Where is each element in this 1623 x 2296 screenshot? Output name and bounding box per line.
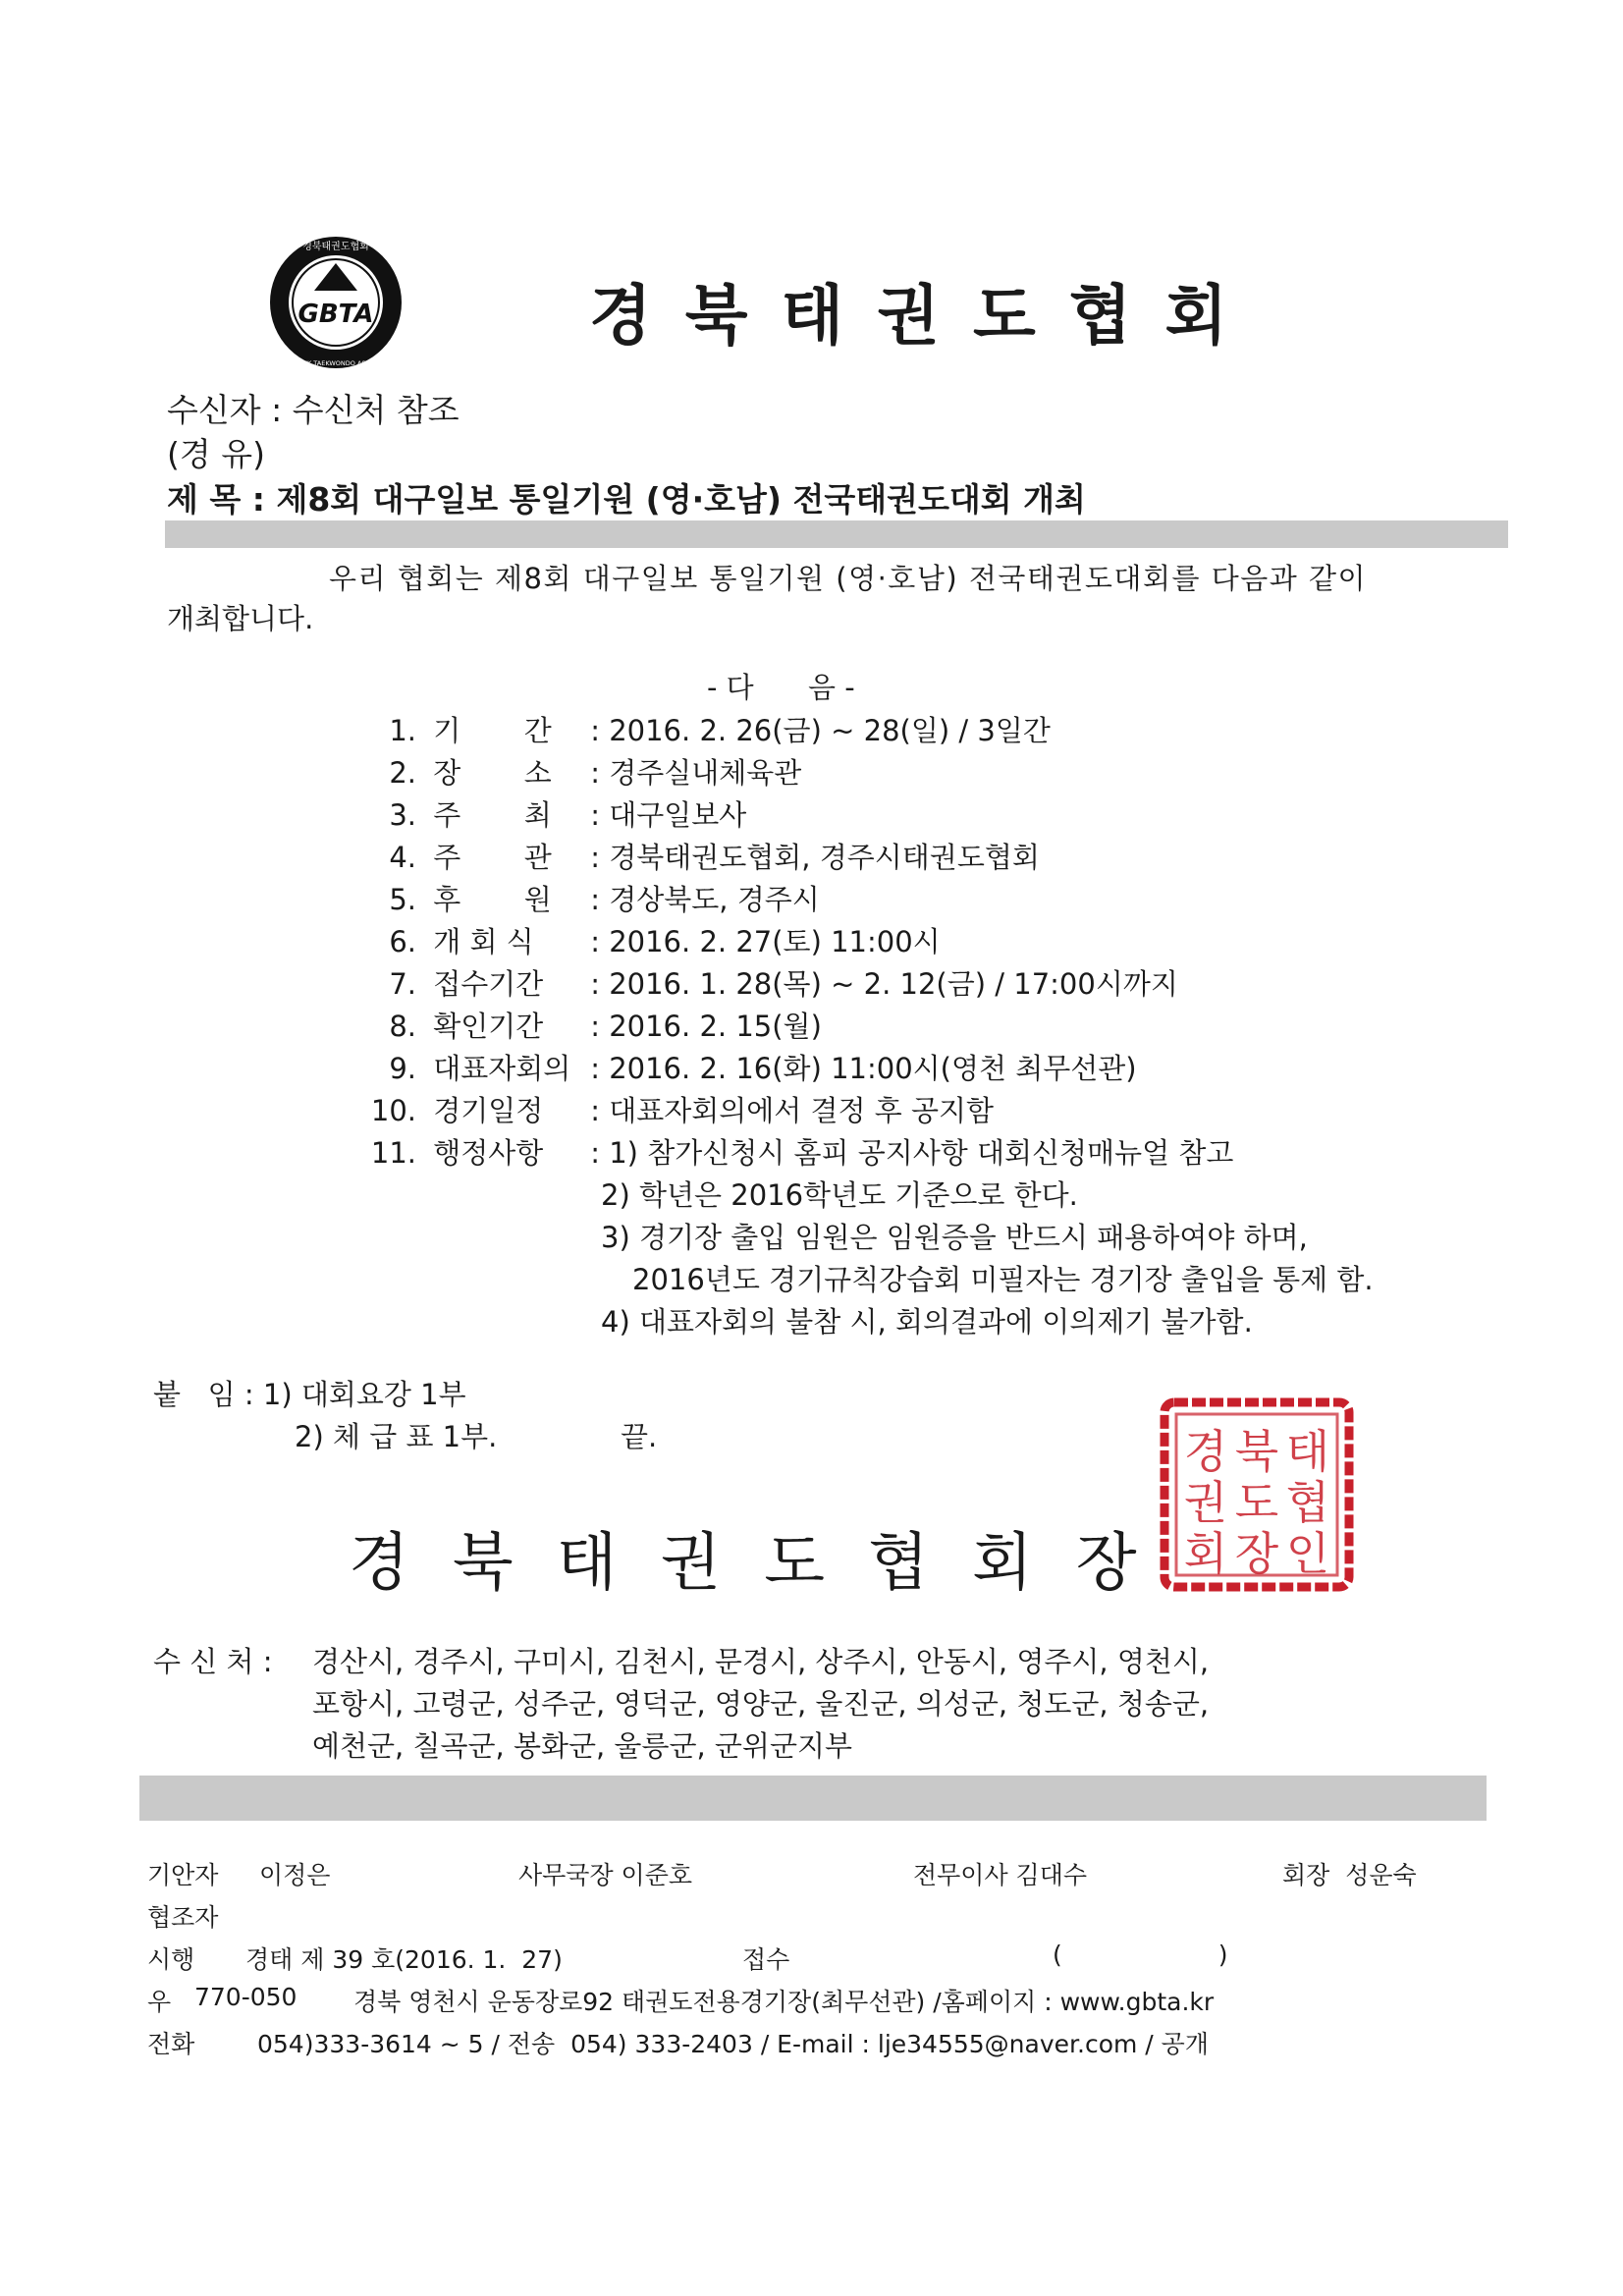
svg-text:장: 장 [1234,1527,1279,1580]
attachment-2: 2) 체 급 표 1부. [295,1420,498,1453]
admin-item-3-cont: 2016년도 경기규칙강습회 미필자는 경기장 출입을 통제 함. [632,1263,1374,1296]
exec-label: 시행 [147,1945,195,1974]
svg-text:인: 인 [1285,1527,1330,1580]
intro-line-2: 개최합니다. [167,602,314,635]
list-item: 6. 개 회 식 : 2016. 2. 27(토) 11:00시 [389,925,941,958]
recipients-line-3: 예천군, 칠곡군, 봉화군, 울릉군, 군위군지부 [312,1729,852,1763]
receipt-value: ( ) [1053,1941,1228,1969]
post-label: 우 [147,1988,172,2016]
svg-text:북: 북 [1234,1425,1279,1478]
tel-info: 054)333-3614 ~ 5 / 전송 054) 333-2403 / E-mail : lje34555@naver.com / 공개 [257,2030,1209,2058]
list-item: 11. 행정사항 : 1) 참가신청시 홈피 공지사항 대회신청매뉴얼 참고 [370,1136,1234,1170]
svg-text:협: 협 [1285,1476,1330,1529]
subject-label: 제 목 : [167,480,265,519]
director: 전무이사 김대수 [913,1861,1087,1889]
next-heading: - 다 음 - [707,671,855,704]
admin-item-4: 4) 대표자회의 불참 시, 회의결과에 이의제기 불가함. [601,1305,1253,1339]
list-item: 7. 접수기간 : 2016. 1. 28(목) ~ 2. 12(금) / 17:00시까지 [389,967,1178,1001]
subject-text: 제8회 대구일보 통일기원 (영·호남) 전국태권도대회 개최 [276,480,1086,519]
list-item: 1. 기 간 : 2016. 2. 26(금) ~ 28(일) / 3일간 [389,714,1051,747]
via-line: (경 유) [167,435,265,473]
list-item: 10. 경기일정 : 대표자회의에서 결정 후 공지함 [370,1094,995,1127]
recipients-line-1: 경산시, 경주시, 구미시, 김천시, 문경시, 상주시, 안동시, 영주시, 영천시, [312,1645,1210,1678]
president: 회장 성운숙 [1282,1861,1417,1889]
logo-letters: GBTA [298,300,374,329]
svg-text:권: 권 [1183,1476,1228,1529]
logo-ring-text: GYEONGBUK TAEKWONDO ASSOCIATION [270,359,402,367]
sender-name: 경북태권도협회장 [349,1527,1180,1600]
list-item: 2. 장 소 : 경주실내체육관 [389,756,802,790]
intro-line-1: 우리 협회는 제8회 대구일보 통일기원 (영·호남) 전국태권도대회를 다음과 같이 [329,562,1367,595]
attachments-label: 붙 임 : [153,1378,254,1411]
list-item: 5. 후 원 : 경상북도, 경주시 [389,883,820,916]
post-code: 770-050 [194,1983,298,2011]
tel-label: 전화 [147,2030,195,2058]
cooperator-label: 협조자 [147,1903,219,1932]
logo-top-text: 경북태권도협회 [302,242,369,252]
recipients-label: 수 신 처 : [153,1645,273,1678]
svg-text:태: 태 [1285,1425,1330,1478]
admin-item-3: 3) 경기장 출입 임원은 임원증을 반드시 패용하여야 하며, [601,1221,1308,1254]
attachment-1: 1) 대회요강 1부 [262,1378,466,1411]
list-item: 4. 주 관 : 경북태권도협회, 경주시태권도협회 [389,841,1040,874]
svg-text:도: 도 [1234,1476,1279,1529]
document-title: 경북태권도협회 [589,278,1262,354]
recipients-divider [139,1776,1487,1821]
official-seal [1159,1396,1355,1593]
svg-text:회: 회 [1183,1527,1228,1580]
end-mark: 끝. [621,1420,658,1453]
subject-divider [165,520,1508,548]
list-item: 9. 대표자회의 : 2016. 2. 16(화) 11:00시(영천 최무선관) [389,1052,1137,1085]
address: 경북 영천시 운동장로92 태권도전용경기장(최무선관) /홈페이지 : www.gbta.kr [353,1988,1215,2016]
svg-text:경: 경 [1183,1425,1228,1478]
subject-line [167,474,1086,520]
list-item: 3. 주 최 : 대구일보사 [389,798,747,832]
drafter-name: 이정은 [259,1861,331,1889]
secgen: 사무국장 이준호 [518,1861,692,1889]
association-logo [267,234,405,371]
list-item: 8. 확인기간 : 2016. 2. 15(월) [389,1010,822,1043]
recipient-line: 수신자 : 수신처 참조 [167,391,460,429]
drafter-label: 기안자 [147,1861,219,1889]
receipt-label: 접수 [742,1945,790,1974]
exec-number: 경태 제 39 호(2016. 1. 27) [245,1945,563,1974]
admin-item-2: 2) 학년은 2016학년도 기준으로 한다. [601,1178,1078,1212]
recipients-line-2: 포항시, 고령군, 성주군, 영덕군, 영양군, 울진군, 의성군, 청도군, 청송군, [312,1687,1210,1721]
attachments [153,1373,466,1413]
